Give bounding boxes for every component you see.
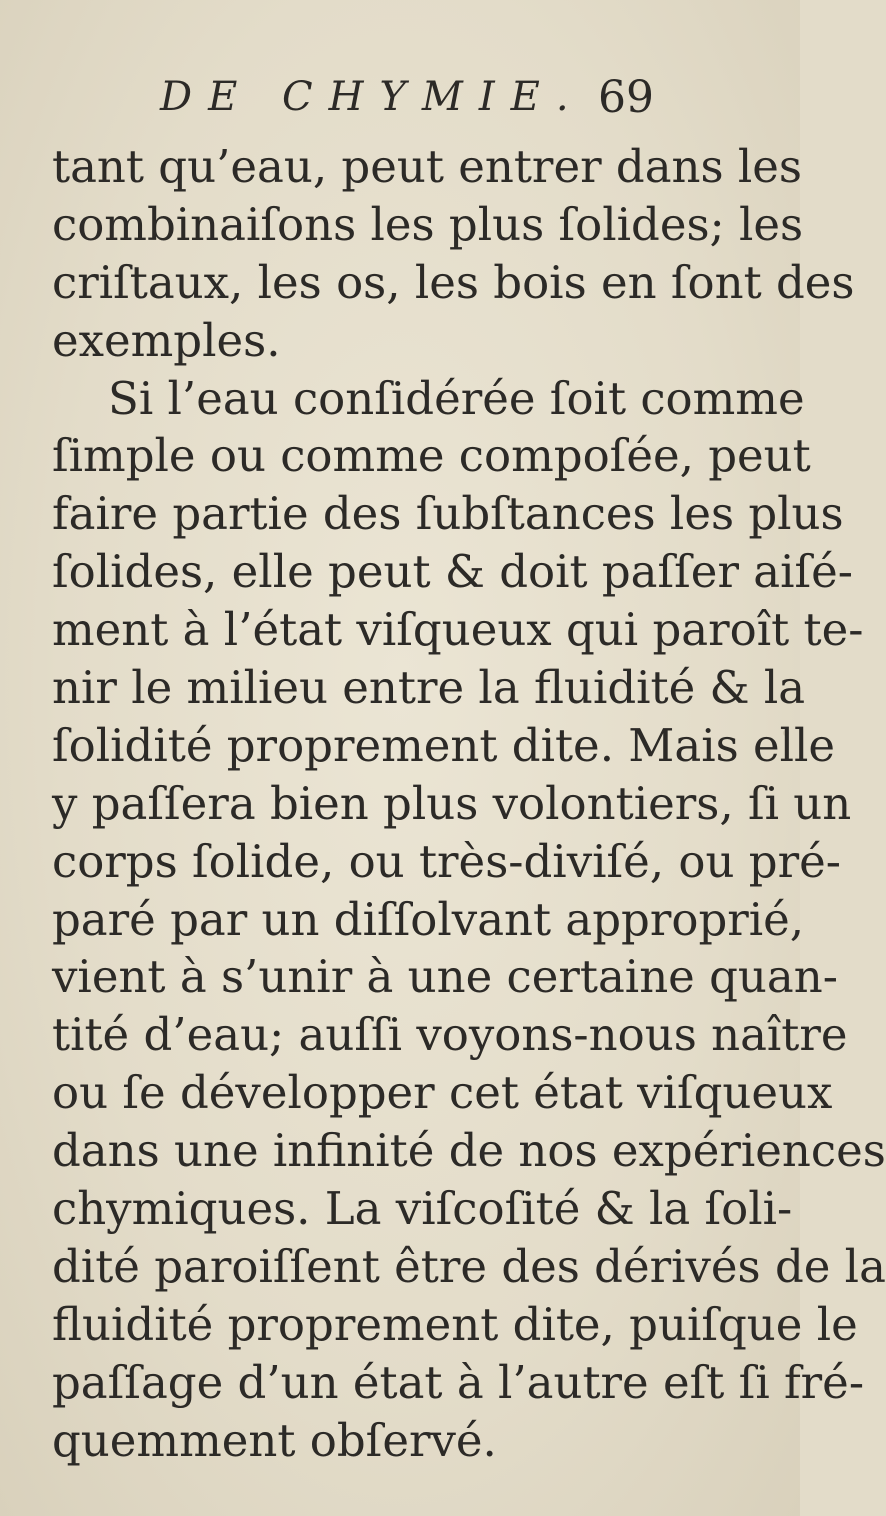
text-line: exemples. [52,313,281,367]
text-line: ſolides, elle peut & doit paſſer aiſé- [52,545,853,599]
page-header [0,60,800,130]
text-line: quemment obſervé. [52,1413,497,1467]
text-line: Si l’eau conſidérée ſoit comme [108,371,805,425]
text-line: chymiques. La viſcoſité & la ſoli- [52,1182,793,1236]
text-line: ou ſe développer cet état viſqueux [52,1066,833,1120]
text-line: corps ſolide, ou très-diviſé, ou pré- [52,834,841,888]
text-line: tité d’eau; auſſi voyons-nous naître [52,1008,848,1062]
running-head: DE CHYMIE. [160,74,585,120]
text-line: ſolidité proprement dite. Mais elle [52,718,836,772]
text-line: combinaiſons les plus ſolides; les [52,197,804,251]
text-line: criſtaux, les os, les bois en ſont des [52,255,855,309]
text-line: vient à s’unir à une certaine quan- [52,950,838,1004]
text-line: faire partie des ſubſtances les plus [52,487,844,541]
text-line: ſimple ou comme compoſée, peut [52,429,811,483]
text-line: fluidité proprement dite, puiſque le [52,1297,858,1351]
text-line: y paſſera bien plus volontiers, ſi un [52,776,852,830]
text-line: nir le milieu entre la fluidité & la [52,661,806,715]
text-line: ment à l’état viſqueux qui paroît te- [52,603,864,657]
page-number: 69 [598,72,654,123]
text-line: dité paroiſſent être des dérivés de la [52,1239,886,1293]
text-line: paré par un diſſolvant approprié, [52,892,805,946]
text-line: paſſage d’un état à l’autre eſt ſi fré- [52,1355,865,1409]
text-line: tant qu’eau, peut entrer dans les [52,140,803,193]
body-text [52,138,886,1469]
text-line: dans une infinité de nos expériences [52,1124,886,1178]
